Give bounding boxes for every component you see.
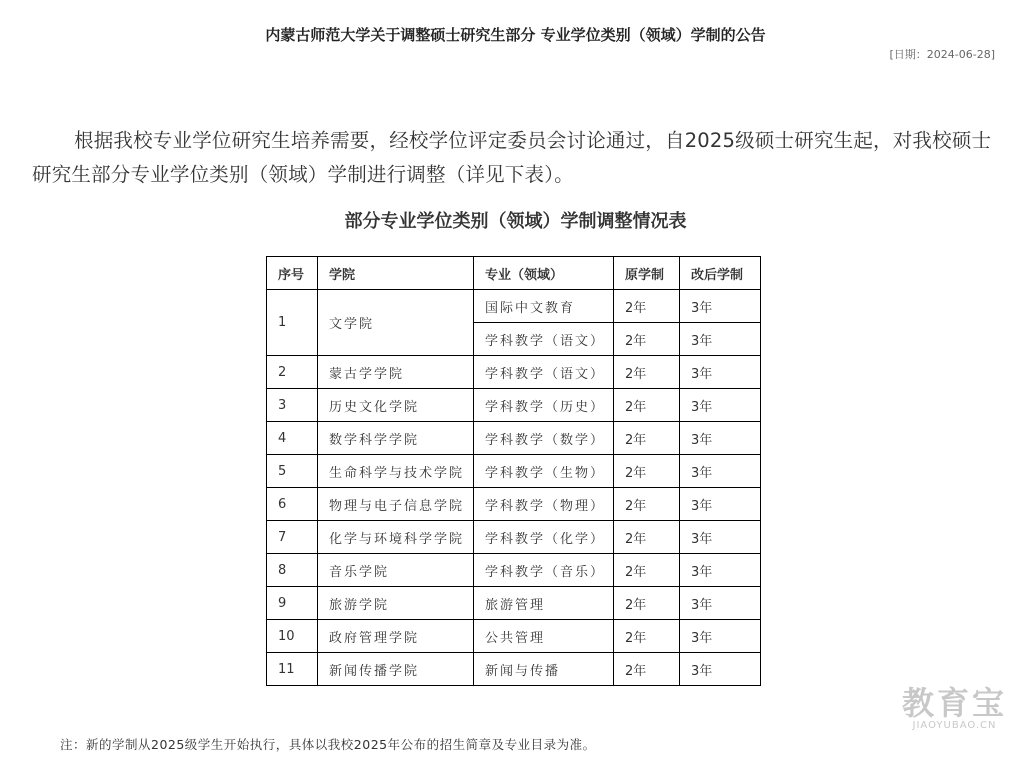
table-row bbox=[267, 653, 761, 686]
watermark-text: 教育宝 bbox=[901, 684, 1007, 722]
table-row bbox=[267, 290, 761, 323]
table-row bbox=[267, 488, 761, 521]
cell-no: 8 bbox=[267, 554, 318, 587]
table-row bbox=[267, 455, 761, 488]
cell-new-duration: 3年 bbox=[680, 488, 761, 521]
table-row bbox=[267, 620, 761, 653]
cell-new-duration: 3年 bbox=[680, 554, 761, 587]
cell-old-duration: 2年 bbox=[614, 389, 680, 422]
cell-college: 历史文化学院 bbox=[318, 389, 474, 422]
cell-no: 4 bbox=[267, 422, 318, 455]
cell-old-duration: 2年 bbox=[614, 587, 680, 620]
publish-date: [日期：2024-06-28] bbox=[889, 48, 995, 61]
cell-no: 6 bbox=[267, 488, 318, 521]
table-row bbox=[267, 554, 761, 587]
cell-major: 学科教学（历史） bbox=[474, 389, 614, 422]
cell-new-duration: 3年 bbox=[680, 587, 761, 620]
cell-new-duration: 3年 bbox=[680, 455, 761, 488]
body-paragraph: 根据我校专业学位研究生培养需要，经校学位评定委员会讨论通过，自2025级硕士研究生起，对我校硕士研究生部分专业学位类别（领域）学制进行调整（详见下表）。 bbox=[32, 129, 992, 186]
cell-major: 学科教学（音乐） bbox=[474, 554, 614, 587]
table-row bbox=[267, 356, 761, 389]
footnote: 注：新的学制从2025级学生开始执行，具体以我校2025年公布的招生简章及专业目录为准。 bbox=[60, 737, 596, 752]
cell-no: 1 bbox=[267, 290, 318, 356]
header-college: 学院 bbox=[318, 257, 474, 290]
adjustment-table bbox=[266, 256, 761, 686]
cell-no: 9 bbox=[267, 587, 318, 620]
table-header-row bbox=[267, 257, 761, 290]
header-new-duration: 改后学制 bbox=[680, 257, 761, 290]
cell-major: 旅游管理 bbox=[474, 587, 614, 620]
cell-college: 音乐学院 bbox=[318, 554, 474, 587]
cell-major: 学科教学（生物） bbox=[474, 455, 614, 488]
cell-old-duration: 2年 bbox=[614, 323, 680, 356]
cell-old-duration: 2年 bbox=[614, 356, 680, 389]
cell-no: 10 bbox=[267, 620, 318, 653]
table-row bbox=[267, 422, 761, 455]
cell-new-duration: 3年 bbox=[680, 389, 761, 422]
cell-new-duration: 3年 bbox=[680, 422, 761, 455]
cell-old-duration: 2年 bbox=[614, 290, 680, 323]
cell-major: 学科教学（语文） bbox=[474, 356, 614, 389]
cell-old-duration: 2年 bbox=[614, 554, 680, 587]
site-watermark-logo bbox=[902, 686, 1007, 731]
cell-major: 新闻与传播 bbox=[474, 653, 614, 686]
page-title: 内蒙古师范大学关于调整硕士研究生部分 专业学位类别（领域）学制的公告 bbox=[265, 26, 766, 44]
cell-no: 5 bbox=[267, 455, 318, 488]
cell-new-duration: 3年 bbox=[680, 356, 761, 389]
cell-new-duration: 3年 bbox=[680, 323, 761, 356]
cell-old-duration: 2年 bbox=[614, 488, 680, 521]
table-row bbox=[267, 521, 761, 554]
watermark-domain: JIAOYUBAO.CN bbox=[912, 720, 997, 731]
cell-college: 旅游学院 bbox=[318, 587, 474, 620]
cell-college: 蒙古学学院 bbox=[318, 356, 474, 389]
cell-major: 学科教学（物理） bbox=[474, 488, 614, 521]
cell-old-duration: 2年 bbox=[614, 620, 680, 653]
cell-new-duration: 3年 bbox=[680, 290, 761, 323]
header-old-duration: 原学制 bbox=[614, 257, 680, 290]
cell-major: 学科教学（语文） bbox=[474, 323, 614, 356]
cell-no: 3 bbox=[267, 389, 318, 422]
cell-college: 物理与电子信息学院 bbox=[318, 488, 474, 521]
cell-no: 11 bbox=[267, 653, 318, 686]
table-row bbox=[267, 389, 761, 422]
cell-old-duration: 2年 bbox=[614, 521, 680, 554]
cell-new-duration: 3年 bbox=[680, 653, 761, 686]
cell-no: 2 bbox=[267, 356, 318, 389]
cell-old-duration: 2年 bbox=[614, 422, 680, 455]
cell-college: 政府管理学院 bbox=[318, 620, 474, 653]
cell-new-duration: 3年 bbox=[680, 620, 761, 653]
header-no: 序号 bbox=[267, 257, 318, 290]
cell-college: 文学院 bbox=[318, 290, 474, 356]
cell-college: 数学科学学院 bbox=[318, 422, 474, 455]
cell-major: 公共管理 bbox=[474, 620, 614, 653]
table-title: 部分专业学位类别（领域）学制调整情况表 bbox=[344, 211, 687, 232]
cell-old-duration: 2年 bbox=[614, 455, 680, 488]
table-row bbox=[267, 587, 761, 620]
cell-major: 学科教学（化学） bbox=[474, 521, 614, 554]
cell-college: 生命科学与技术学院 bbox=[318, 455, 474, 488]
cell-no: 7 bbox=[267, 521, 318, 554]
cell-new-duration: 3年 bbox=[680, 521, 761, 554]
header-major: 专业（领域） bbox=[474, 257, 614, 290]
cell-college: 新闻传播学院 bbox=[318, 653, 474, 686]
cell-old-duration: 2年 bbox=[614, 653, 680, 686]
cell-college: 化学与环境科学学院 bbox=[318, 521, 474, 554]
cell-major: 国际中文教育 bbox=[474, 290, 614, 323]
cell-major: 学科教学（数学） bbox=[474, 422, 614, 455]
